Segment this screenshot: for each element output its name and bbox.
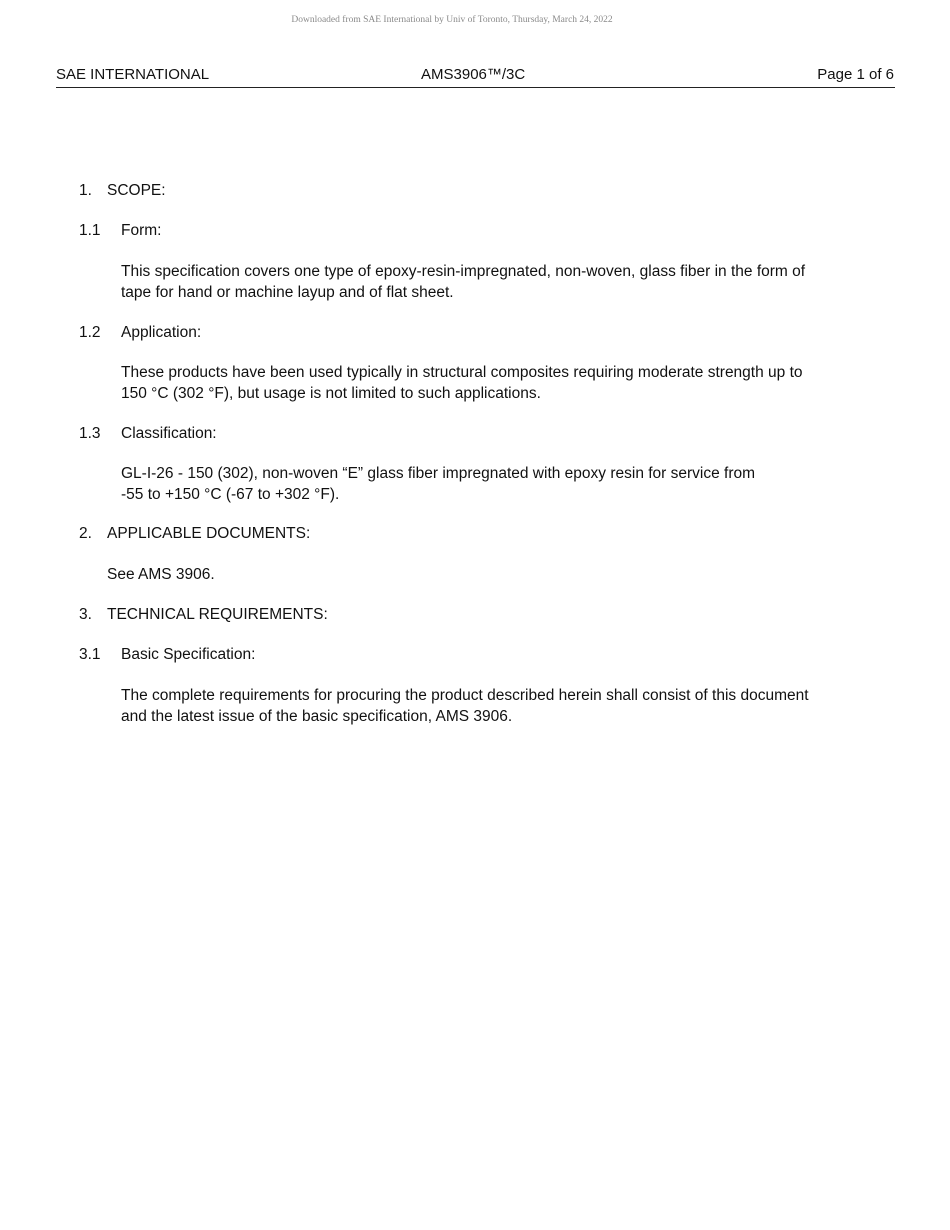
- section-1-2-text-line-2: 150 °C (302 °F), but usage is not limited to such applications.: [121, 385, 541, 402]
- section-1-2-number: 1.2: [79, 324, 101, 341]
- section-1-3-text-line-1: GL-I-26 - 150 (302), non-woven “E” glass fiber impregnated with epoxy resin for service from: [121, 465, 756, 482]
- section-1-2-text-line-1: These products have been used typically in structural composites requiring moderate strength up to: [121, 364, 803, 381]
- section-1-3-text-line-2: -55 to +150 °C (-67 to +302 °F).: [121, 486, 340, 503]
- download-watermark: Downloaded from SAE International by Univ of Toronto, Thursday, March 24, 2022: [291, 15, 613, 25]
- header-document-id: AMS3906™/3C: [421, 66, 526, 83]
- section-3-1-text-line-1: The complete requirements for procuring the product described herein shall consist of this document: [121, 687, 809, 704]
- section-3-1-text-line-2: and the latest issue of the basic specification, AMS 3906.: [121, 708, 513, 725]
- section-1-number: 1.: [79, 182, 92, 199]
- section-1-1-number: 1.1: [79, 222, 101, 239]
- section-3-1-number: 3.1: [79, 646, 101, 663]
- page-header: [56, 66, 895, 88]
- section-1-heading: SCOPE:: [107, 182, 166, 199]
- section-3-1-heading: Basic Specification:: [121, 646, 256, 663]
- section-2-number: 2.: [79, 525, 92, 542]
- section-1-3-heading: Classification:: [121, 425, 217, 442]
- section-1-1-text-line-1: This specification covers one type of epoxy-resin-impregnated, non-woven, glass fiber in the form of: [121, 263, 806, 280]
- section-1-3-number: 1.3: [79, 425, 101, 442]
- header-page-number: Page 1 of 6: [817, 66, 894, 83]
- section-1-1-text-line-2: tape for hand or machine layup and of flat sheet.: [121, 284, 454, 301]
- section-2-text: See AMS 3906.: [107, 566, 215, 583]
- section-3-heading: TECHNICAL REQUIREMENTS:: [107, 606, 328, 623]
- section-1-1-heading: Form:: [121, 222, 162, 239]
- header-organization: SAE INTERNATIONAL: [56, 66, 210, 83]
- section-1-2-heading: Application:: [121, 324, 202, 341]
- section-2-heading: APPLICABLE DOCUMENTS:: [107, 525, 311, 542]
- section-3-number: 3.: [79, 606, 92, 623]
